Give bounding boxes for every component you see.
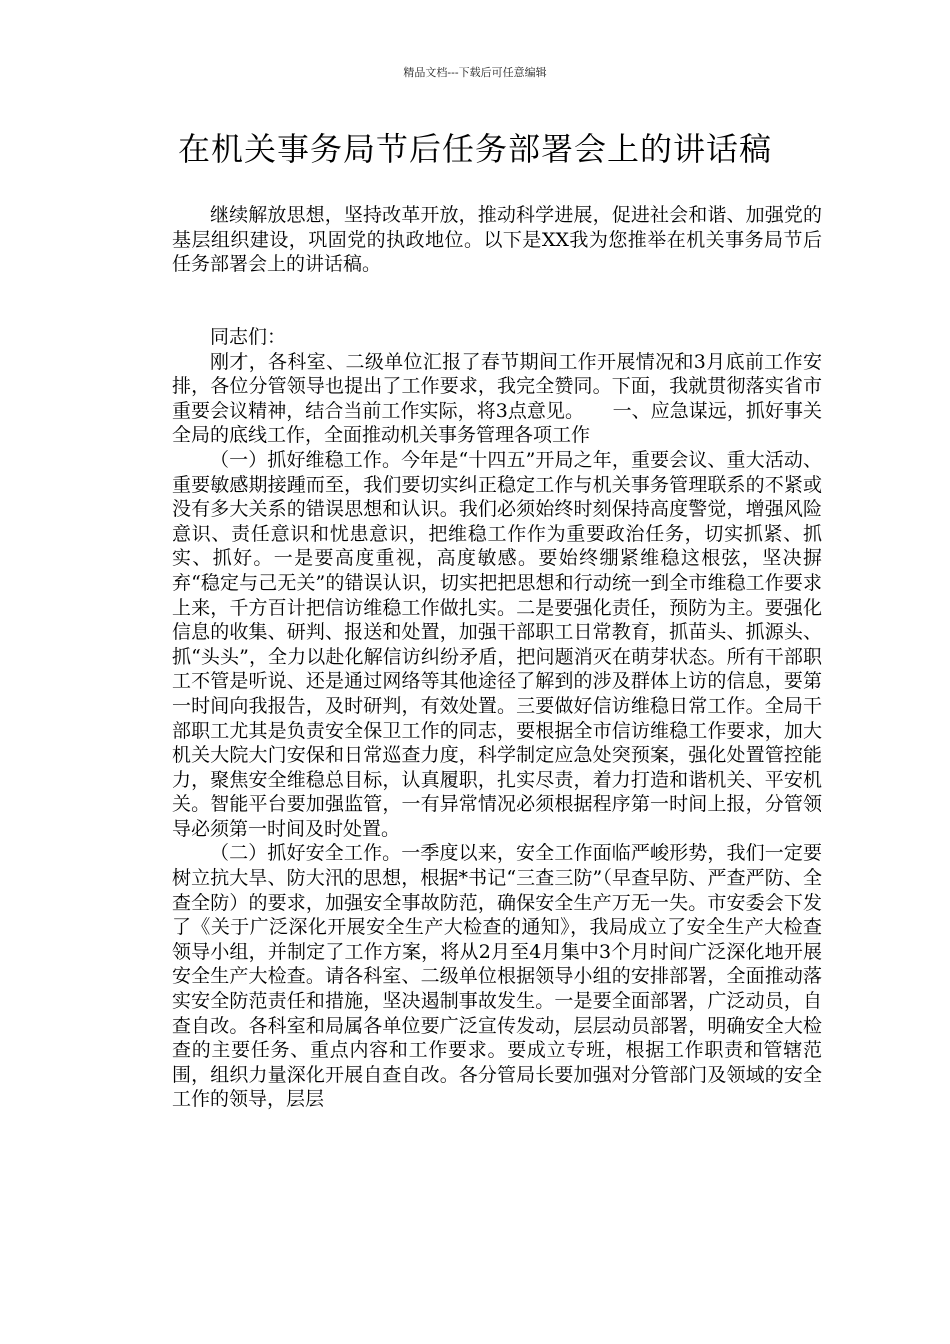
document-title: 在机关事务局节后任务部署会上的讲话稿	[177, 130, 772, 168]
intro-section	[172, 203, 822, 277]
body-paragraph: 刚才，各科室、二级单位汇报了春节期间工作开展情况和3月底前工作安排，各位分管领导也提出了工作要求，我完全赞同。下面，我就贯彻落实省市重要会议精神，结合当前工作实际，将3点意见。 一、应急谋远，抓好事关全局的底线工作，全面推动机关事务管理各项工作	[172, 350, 822, 447]
header-note: 精品文档---下载后可任意编辑	[403, 66, 547, 79]
body-paragraph: （一）抓好维稳工作。今年是“十四五”开局之年，重要会议、重大活动、重要敏感期接踵而至，我们要切实纠正稳定工作与机关事务管理联系的不紧或没有多大关系的错误思想和认识。我们必须始终时刻保持高度警觉，增强风险意识、责任意识和忧患意识，把维稳工作作为重要政治任务，切实抓紧、抓实、抓好。一是要高度重视，高度敏感。要始终绷紧维稳这根弦，坚决摒弃“稳定与己无关”的错误认识，切实把把思想和行动统一到全市维稳工作要求上来，千方百计把信访维稳工作做扎实。二是要强化责任，预防为主。要强化信息的收集、研判、报送和处置，加强干部职工日常教育，抓苗头、抓源头、抓“头头”，全力以赴化解信访纠纷矛盾，把问题消灭在萌芽状态。所有干部职工不管是听说、还是通过网络等其他途径了解到的涉及群体上访的信息，要第一时间向我报告，及时研判，有效处置。三要做好信访维稳日常工作。全局干部职工尤其是负责安全保卫工作的同志，要根据全市信访维稳工作要求，加大机关大院大门安保和日常巡查力度，科学制定应急处突预案，强化处置管控能力，聚焦安全维稳总目标，认真履职，扎实尽责，着力打造和谐机关、平安机关。智能平台要加强监管，一有异常情况必须根据程序第一时间上报，分管领导必须第一时间及时处置。	[172, 448, 822, 840]
body-paragraph: （二）抓好安全工作。一季度以来，安全工作面临严峻形势，我们一定要树立抗大旱、防大汛的思想，根据*书记“三查三防”（早查早防、严查严防、全查全防）的要求，加强安全事故防范，确保安全生产万无一失。市安委会下发了《关于广泛深化开展安全生产大检查的通知》，我局成立了安全生产大检查领导小组，并制定了工作方案，将从2月至4月集中3个月时间广泛深化地开展安全生产大检查。请各科室、二级单位根据领导小组的安排部署，全面推动落实安全防范责任和措施，坚决遏制事故发生。一是要全面部署，广泛动员，自查自改。各科室和局属各单位要广泛宣传发动，层层动员部署，明确安全大检查的主要任务、重点内容和工作要求。要成立专班，根据工作职责和管辖范围，组织力量深化开展自查自改。各分管局长要加强对分管部门及领域的安全工作的领导，层层	[172, 842, 822, 1111]
intro-paragraph: 继续解放思想，坚持改革开放，推动科学进展，促进社会和谐、加强党的基层组织建设，巩固党的执政地位。以下是XX我为您推举在机关事务局节后任务部署会上的讲话稿。	[172, 204, 822, 276]
greeting: 同志们：	[210, 326, 287, 348]
speech-body	[172, 325, 822, 1112]
